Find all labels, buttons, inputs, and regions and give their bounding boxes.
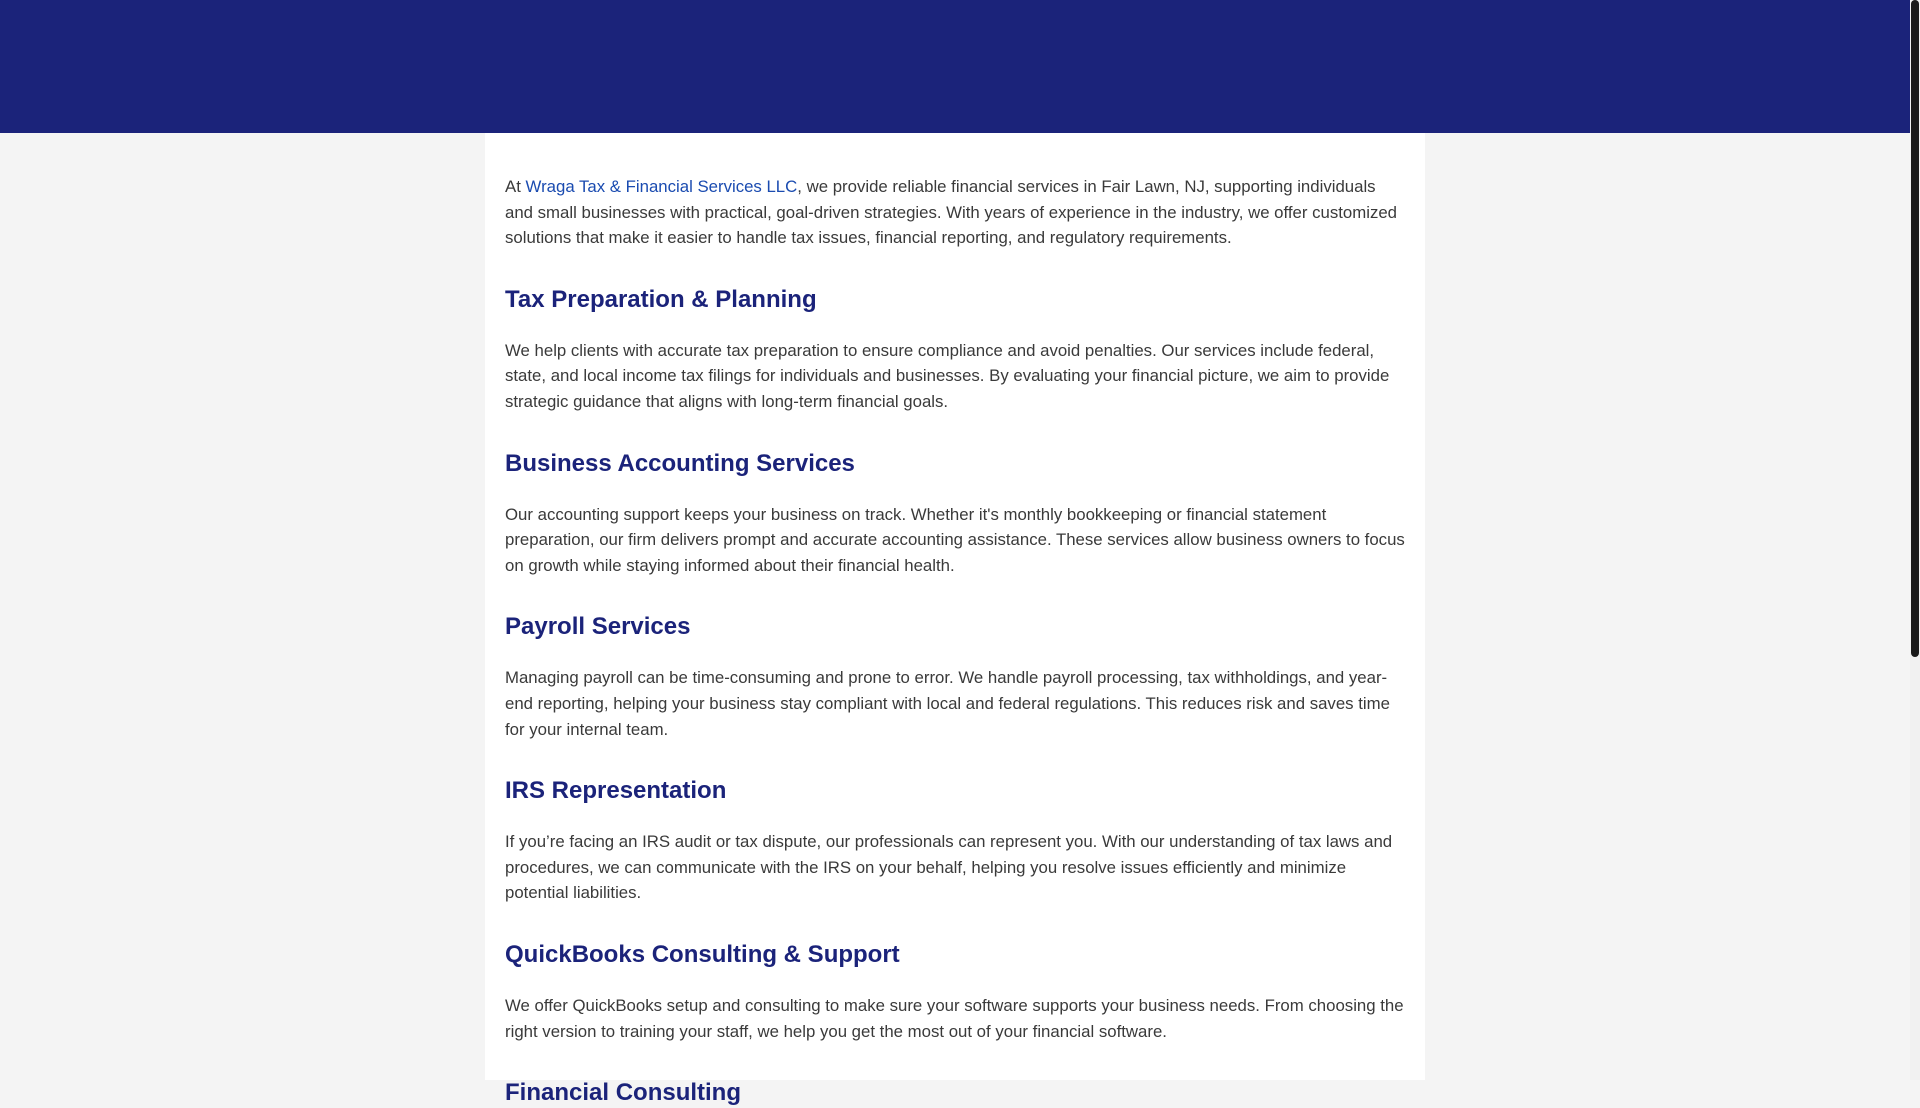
section-heading-quickbooks: QuickBooks Consulting & Support (505, 940, 900, 968)
intro-text: , we provide reliable financial services in Fair Lawn, NJ, supporting individuals and small businesses with practical, goal-driven strategies. With years of experience in the industry, we offer customized solutions that make it easier to handle tax issues, financial reporting, and regulatory requirements. (505, 177, 1397, 248)
scrollbar-thumb[interactable] (1911, 0, 1919, 657)
section-heading-financial-consulting: Financial Consulting (505, 1079, 742, 1107)
section-heading-irs-representation: IRS Representation (505, 777, 727, 805)
main-content (485, 133, 1425, 1107)
company-link[interactable]: Wraga Tax & Financial Services LLC (525, 177, 798, 196)
header-banner (0, 0, 1910, 133)
section-heading-payroll: Payroll Services (505, 613, 691, 641)
section-text-quickbooks: We offer QuickBooks setup and consulting to make sure your software supports your business needs. From choosing the right version to training your staff, we help you get the most out of your financial software. (505, 995, 1404, 1041)
section-text-payroll: Managing payroll can be time-consuming and prone to error. We handle payroll processing, tax withholdings, and year-end reporting, helping your business stay compliant with local and federal regulations. This reduces risk and saves time for your internal team. (505, 668, 1390, 739)
intro-prefix: At (505, 177, 526, 196)
intro-paragraph (505, 174, 1405, 251)
page-scrollbar[interactable] (1910, 0, 1920, 1080)
section-heading-tax-preparation: Tax Preparation & Planning (505, 285, 817, 313)
section-heading-business-accounting: Business Accounting Services (505, 449, 855, 477)
section-text-business-accounting: Our accounting support keeps your business on track. Whether it's monthly bookkeeping or financial statement preparation, our firm delivers prompt and accurate accounting assistance. These services allow business owners to focus on growth while staying informed about their financial health. (505, 504, 1405, 575)
section-text-tax-preparation: We help clients with accurate tax preparation to ensure compliance and avoid penalties. Our services include federal, state, and local income tax filings for individuals and businesses. By evaluating your financial picture, we aim to provide strategic guidance that aligns with long-term financial goals. (505, 340, 1390, 411)
section-text-irs-representation: If you’re facing an IRS audit or tax dispute, our professionals can represent you. With our understanding of tax laws and procedures, we can communicate with the IRS on your behalf, helping you resolve issues efficiently and minimize potential liabilities. (505, 832, 1393, 903)
